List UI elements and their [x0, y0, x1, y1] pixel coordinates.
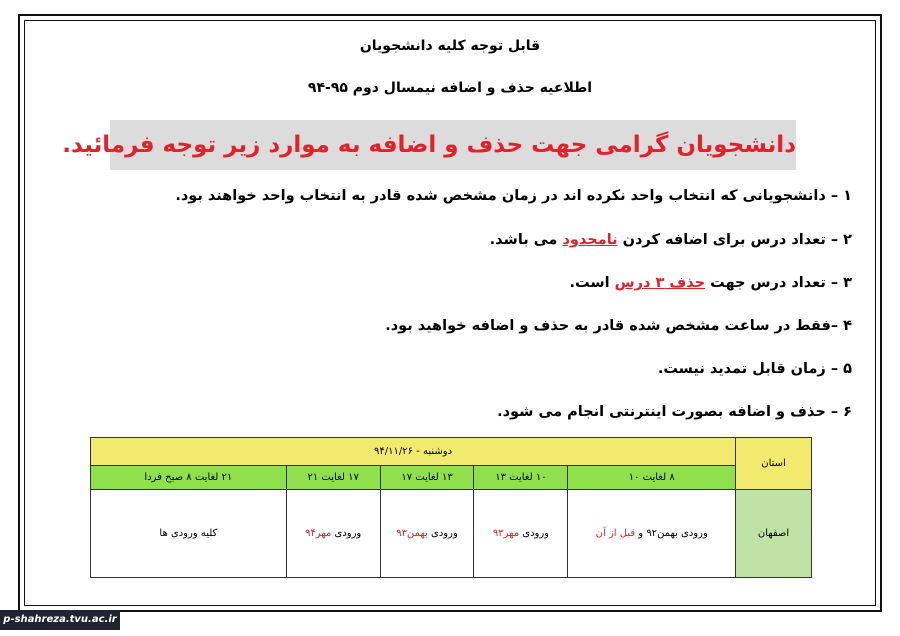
list-item-3	[569, 275, 852, 291]
item-number: ۱ –	[830, 188, 852, 204]
date-header: دوشنبه - ۹۴/۱۱/۲۶	[91, 438, 736, 466]
page-title: قابل توجه کلیه دانشجویان	[359, 38, 541, 54]
list-item-5	[658, 361, 852, 377]
table-cell: کلیه ورودی ها	[91, 490, 287, 578]
item-text: فقط در ساعت مشخص شده قادر به حذف و اضافه خواهید بود.	[385, 318, 831, 334]
time-slot-header: ۸ لغایت ۱۰	[568, 466, 736, 490]
list-item-2	[490, 232, 852, 248]
table-cell: ورودی مهر۹۴	[286, 490, 380, 578]
item-number: ۶ –	[830, 404, 852, 420]
item-text: دانشجویانی که انتخاب واحد نکرده اند در زمان مشخص شده قادر به انتخاب واحد خواهند بود.	[175, 188, 831, 204]
item-text: حذف و اضافه بصورت اینترنتی انجام می شود.	[497, 404, 831, 420]
banner-text: دانشجویان گرامی جهت حذف و اضافه به موارد زیر توجه فرمائید.	[62, 132, 796, 158]
time-slot-header: ۱۰ لغایت ۱۳	[474, 466, 568, 490]
table-row	[91, 438, 812, 466]
footer-url[interactable]: p-shahreza.tvu.ac.ir	[0, 610, 120, 630]
time-slot-header: ۲۱ لغایت ۸ صبح فردا	[91, 466, 287, 490]
item-number: ۲ –	[830, 232, 852, 248]
table-cell: ورودی بهمن۹۲ و قبل از آن	[568, 490, 736, 578]
item-number: ۴ –	[830, 318, 852, 334]
table-row	[91, 466, 812, 490]
list-item-1	[175, 188, 852, 204]
province-cell: اصفهان	[736, 490, 812, 578]
schedule-table	[90, 437, 812, 578]
list-item-4	[385, 318, 852, 334]
item-text: زمان قابل تمدید نیست.	[657, 361, 831, 377]
province-header: استان	[736, 438, 812, 490]
table-cell: ورودی مهر۹۳	[474, 490, 568, 578]
table-row	[91, 490, 812, 578]
item-text: می باشد.	[489, 232, 563, 248]
item-highlight: حذف ۳ درس	[614, 275, 706, 291]
page-subtitle: اطلاعیه حذف و اضافه نیمسال دوم ۹۵-۹۴	[307, 80, 593, 96]
item-number: ۵ –	[830, 361, 852, 377]
item-text: است.	[569, 275, 615, 291]
item-text: تعداد درس برای اضافه کردن	[617, 232, 831, 248]
item-number: ۳ –	[830, 275, 852, 291]
time-slot-header: ۱۳ لغایت ۱۷	[380, 466, 474, 490]
time-slot-header: ۱۷ لغایت ۲۱	[286, 466, 380, 490]
table-cell: ورودی بهمن۹۳	[380, 490, 474, 578]
list-item-6	[497, 404, 852, 420]
item-text: تعداد درس جهت	[705, 275, 831, 291]
item-highlight: نامحدود	[562, 232, 618, 248]
